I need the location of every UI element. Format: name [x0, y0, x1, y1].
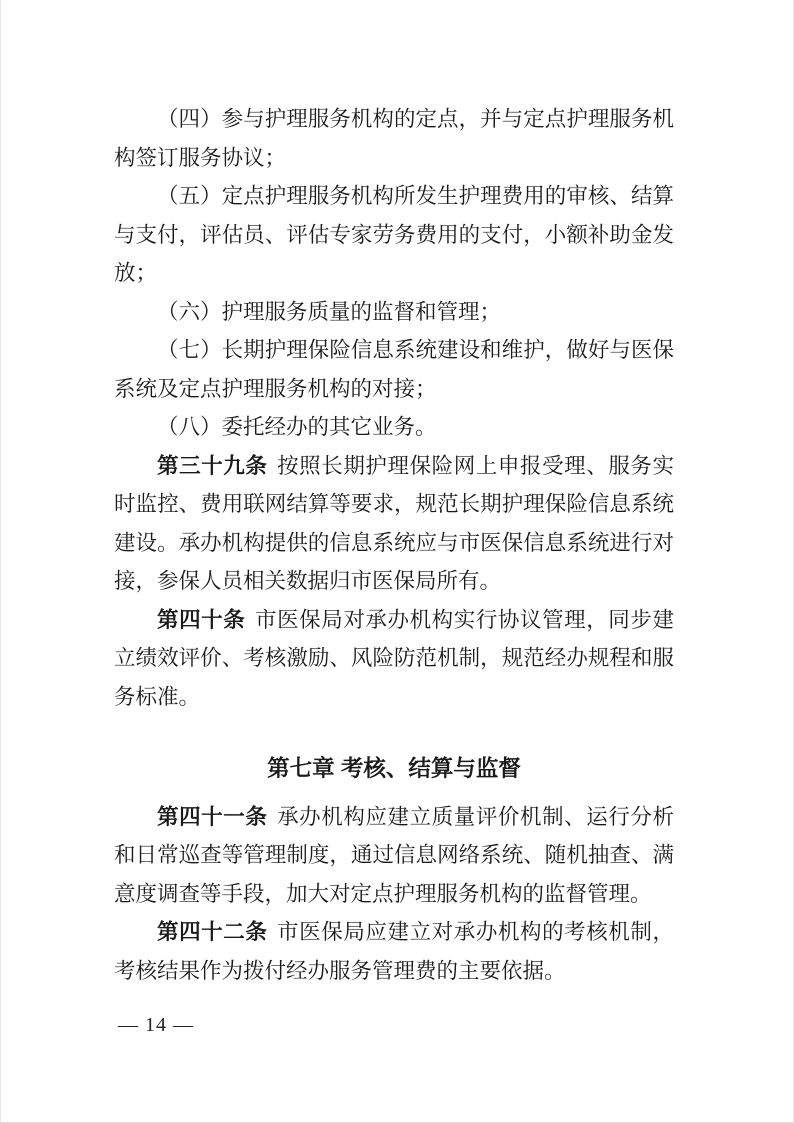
article-text: 承办机构应建立质量评价机制、运行分析和日常巡查等管理制度，通过信息网络系统、随机抽查、满意度调查等手段，加大对定点护理服务机构的监督管理。 — [114, 804, 674, 906]
article-paragraph-42 — [114, 913, 674, 990]
article-text: 按照长期护理保险网上申报受理、服务实时监控、费用联网结算等要求，规范长期护理保险信息系统建设。承办机构提供的信息系统应与市医保信息系统进行对接，参保人员相关数据归市医保局所有。 — [114, 453, 674, 593]
page-footer — [118, 1012, 194, 1038]
article-number-label: 第三十九条 — [157, 453, 268, 478]
clause-paragraph-7: （七）长期护理保险信息系统建设和维护，做好与医保系统及定点护理服务机构的对接； — [114, 338, 674, 401]
document-body — [114, 100, 674, 990]
chapter-heading: 第七章 考核、结算与监督 — [267, 756, 521, 781]
clause-paragraph-5: （五）定点护理服务机构所发生护理费用的审核、结算与支付，评估员、评估专家劳务费用的支付，小额补助金发放； — [114, 184, 674, 285]
clause-paragraph-8: （八）委托经办的其它业务。 — [157, 415, 437, 439]
article-paragraph-41 — [114, 798, 674, 914]
article-number-label: 第四十二条 — [157, 920, 268, 944]
article-number-label: 第四十一条 — [157, 804, 268, 829]
article-number-label: 第四十条 — [157, 607, 246, 632]
clause-paragraph-6: （六）护理服务质量的监督和管理； — [157, 299, 502, 324]
article-text: 市医保局应建立对承办机构的考核机制，考核结果作为拨付经办服务管理费的主要依据。 — [114, 920, 674, 983]
article-paragraph-39 — [114, 447, 674, 601]
article-text: 市医保局对承办机构实行协议管理，同步建立绩效评价、考核激励、风险防范机制，规范经办规程和服务标准。 — [114, 607, 674, 709]
page-number: — 14 — — [118, 1014, 194, 1036]
article-paragraph-40 — [114, 601, 674, 717]
clause-paragraph-4: （四）参与护理服务机构的定点，并与定点护理服务机构签订服务协议； — [114, 107, 674, 170]
